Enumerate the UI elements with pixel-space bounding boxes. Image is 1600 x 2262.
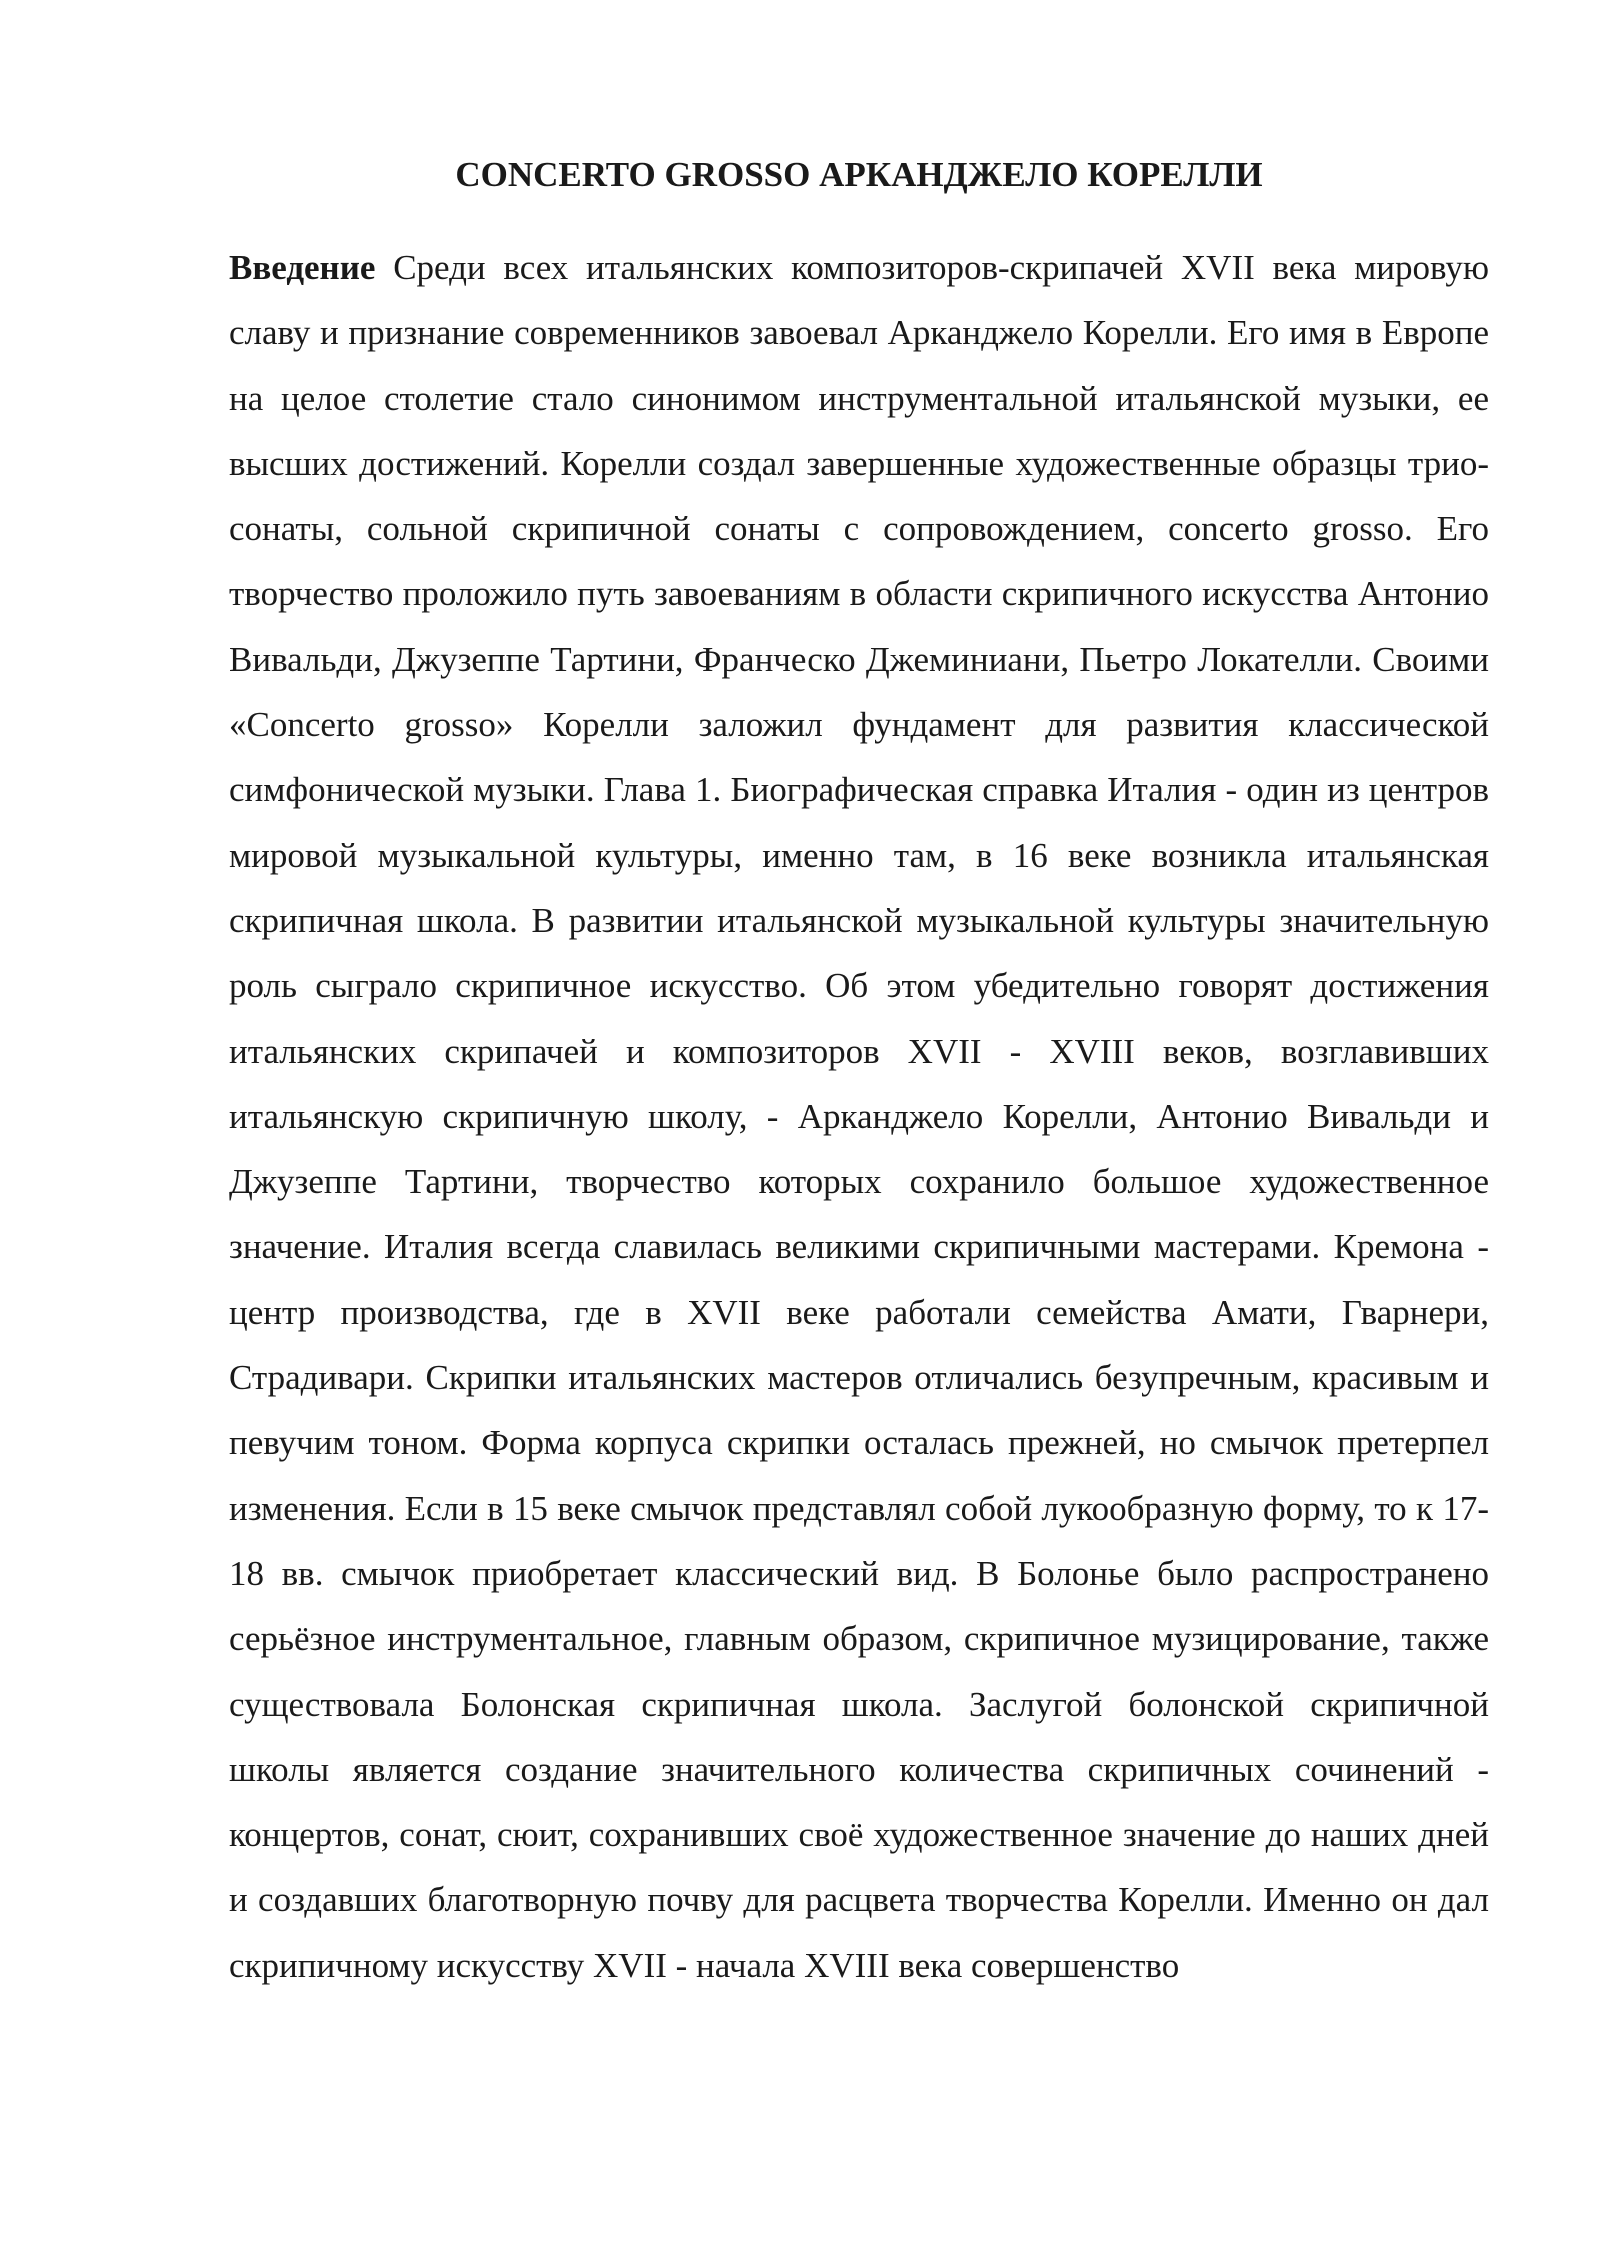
intro-paragraph <box>229 235 1489 1998</box>
intro-body-text: Среди всех итальянских композиторов-скрипачей XVII века мировую славу и признание современников завоевал Арканджело Корелли. Его имя в Европе на целое столетие стало синонимом инструментальной итальянской музыки, ее высших достижений. Корелли создал завершенные художественные образцы трио-сонаты, сольной скрипичной сонаты с сопровождением, concerto grosso. Его творчество проложило путь завоеваниям в области скрипичного искусства Антонио Вивальди, Джузеппе Тартини, Франческо Джеминиани, Пьетро Локателли. Своими «Concerto grosso» Корелли заложил фундамент для развития классической симфонической музыки. Глава 1. Биографическая справка Италия - один из центров мировой музыкальной культуры, именно там, в 16 веке возникла итальянская скрипичная школа. В развитии итальянской музыкальной культуры значительную роль сыграло скрипичное искусство. Об этом убедительно говорят достижения итальянских скрипачей и композиторов XVII - XVIII веков, возглавивших итальянскую скрипичную школу, - Арканджело Корелли, Антонио Вивальди и Джузеппе Тартини, творчество которых сохранило большое художественное значение. Италия всегда славилась великими скрипичными мастерами. Кремона - центр производства, где в XVII веке работали семейства Амати, Гварнери, Страдивари. Скрипки итальянских мастеров отличались безупречным, красивым и певучим тоном. Форма корпуса скрипки осталась прежней, но смычок претерпел изменения. Если в 15 веке смычок представлял собой лукообразную форму, то к 17-18 вв. смычок приобретает классический вид. В Болонье было распространено серьёзное инструментальное, главным образом, скрипичное музицирование, также существовала Болонская скрипичная школа. Заслугой болонской скрипичной школы является создание значительного количества скрипичных сочинений - концертов, сонат, сюит, сохранивших своё художественное значение до наших дней и создавших благотворную почву для расцвета творчества Корелли. Именно он дал скрипичному искусству XVII - начала XVIII века совершенство <box>229 248 1489 1985</box>
intro-heading: Введение <box>229 248 376 287</box>
document-title: CONCERTO GROSSO АРКАНДЖЕЛО КОРЕЛЛИ <box>455 155 1263 194</box>
